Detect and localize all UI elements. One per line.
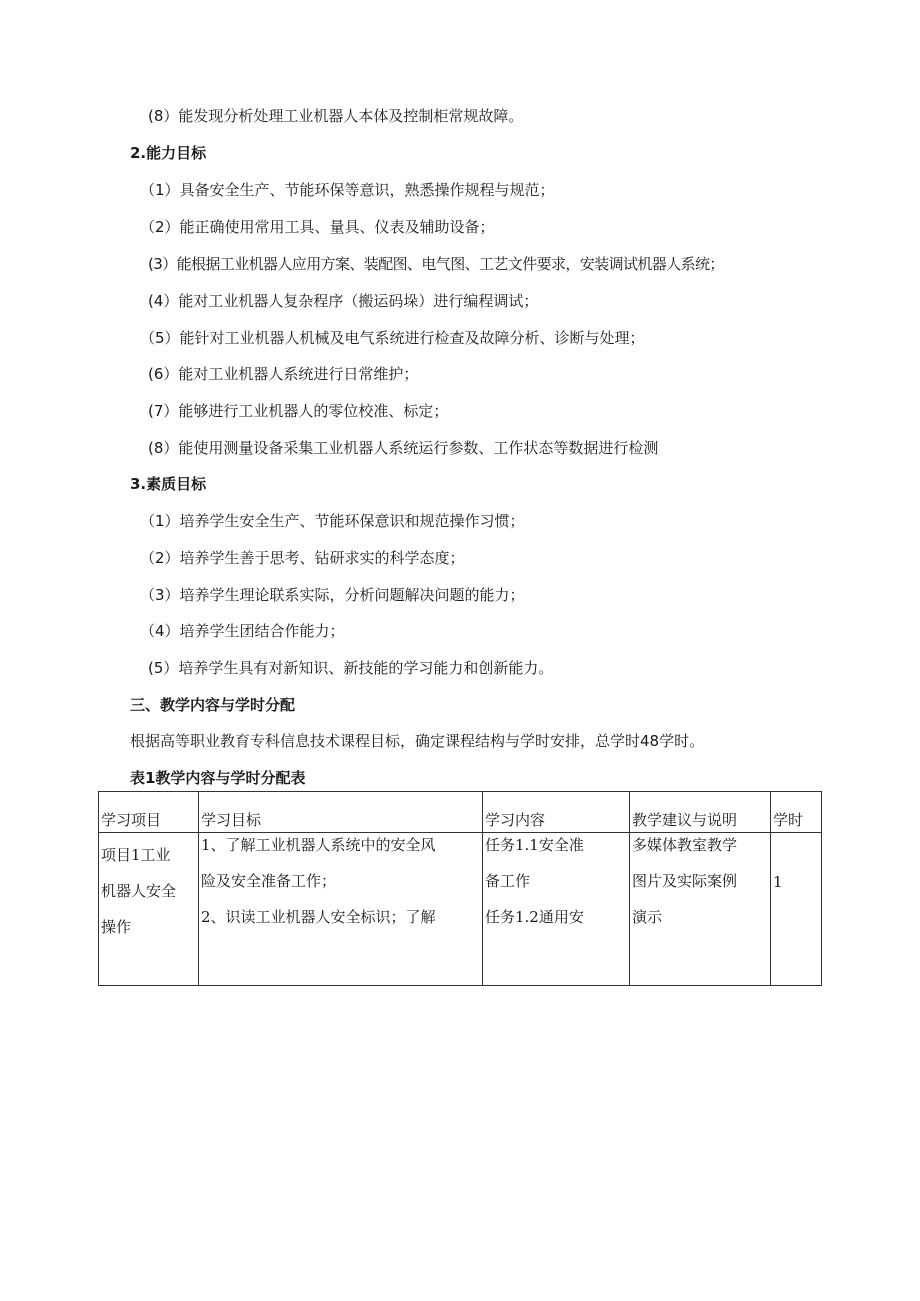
quality-item-2: （2）培养学生善于思考、钻研求实的科学态度； bbox=[140, 549, 465, 567]
knowledge-item-8: (8）能发现分析处理工业机器人本体及控制柜常规故障。 bbox=[148, 107, 524, 125]
ability-item-6: (6）能对工业机器人系统进行日常维护； bbox=[148, 365, 419, 383]
cell-content bbox=[483, 833, 630, 986]
cell-advice bbox=[630, 833, 771, 986]
table-header-row bbox=[99, 792, 822, 833]
project-line: 操作 bbox=[101, 918, 132, 936]
section3-paragraph: 根据高等职业教育专科信息技术课程目标，确定课程结构与学时安排，总学时48学时。 bbox=[130, 732, 705, 750]
advice-line: 演示 bbox=[632, 908, 663, 926]
ability-item-4: (4）能对工业机器人复杂程序（搬运码垛）进行编程调试； bbox=[148, 292, 539, 310]
table-row bbox=[99, 833, 822, 986]
ability-item-2: （2）能正确使用常用工具、量具、仪表及辅助设备； bbox=[140, 218, 495, 236]
ability-item-7: (7）能够进行工业机器人的零位校准、标定； bbox=[148, 402, 449, 420]
teaching-content-table bbox=[98, 791, 822, 986]
advice-line: 多媒体教室教学 bbox=[632, 836, 738, 854]
objective-line: 2、识读工业机器人安全标识；了解 bbox=[201, 908, 436, 926]
content-line: 任务1.1安全准 bbox=[485, 836, 584, 854]
advice-line: 图片及实际案例 bbox=[632, 872, 738, 890]
objective-line: 险及安全准备工作； bbox=[201, 872, 337, 890]
ability-item-8: (8）能使用测量设备采集工业机器人系统运行参数、工作状态等数据进行检测 bbox=[148, 439, 659, 457]
header-objectives: 学习目标 bbox=[199, 792, 483, 833]
header-content: 学习内容 bbox=[483, 792, 630, 833]
project-line: 机器人安全 bbox=[101, 882, 177, 900]
section3-heading: 三、教学内容与学时分配 bbox=[130, 696, 296, 714]
header-project: 学习项目 bbox=[99, 792, 199, 833]
objective-line: 1、了解工业机器人系统中的安全风 bbox=[201, 836, 436, 854]
content-line: 备工作 bbox=[485, 872, 531, 890]
cell-objectives bbox=[199, 833, 483, 986]
cell-project bbox=[99, 833, 199, 986]
ability-heading: 2.能力目标 bbox=[130, 144, 207, 162]
quality-item-4: （4）培养学生团结合作能力； bbox=[140, 622, 345, 640]
quality-heading: 3.素质目标 bbox=[130, 475, 207, 493]
header-advice: 教学建议与说明 bbox=[630, 792, 771, 833]
content-line: 任务1.2通用安 bbox=[485, 908, 584, 926]
ability-item-3: (3）能根据工业机器人应用方案、装配图、电气图、工艺文件要求，安装调试机器人系统； bbox=[148, 255, 724, 273]
quality-item-5: (5）培养学生具有对新知识、新技能的学习能力和创新能力。 bbox=[148, 659, 554, 677]
cell-hours: 1 bbox=[771, 833, 822, 986]
ability-item-1: （1）具备安全生产、节能环保等意识，熟悉操作规程与规范； bbox=[140, 181, 555, 199]
header-hours: 学时 bbox=[771, 792, 822, 833]
ability-item-5: （5）能针对工业机器人机械及电气系统进行检查及故障分析、诊断与处理； bbox=[140, 329, 645, 347]
project-line: 项目1工业 bbox=[101, 846, 171, 864]
quality-item-3: （3）培养学生理论联系实际，分析问题解决问题的能力； bbox=[140, 586, 525, 604]
quality-item-1: （1）培养学生安全生产、节能环保意识和规范操作习惯； bbox=[140, 512, 525, 530]
table-caption: 表1教学内容与学时分配表 bbox=[130, 769, 306, 787]
